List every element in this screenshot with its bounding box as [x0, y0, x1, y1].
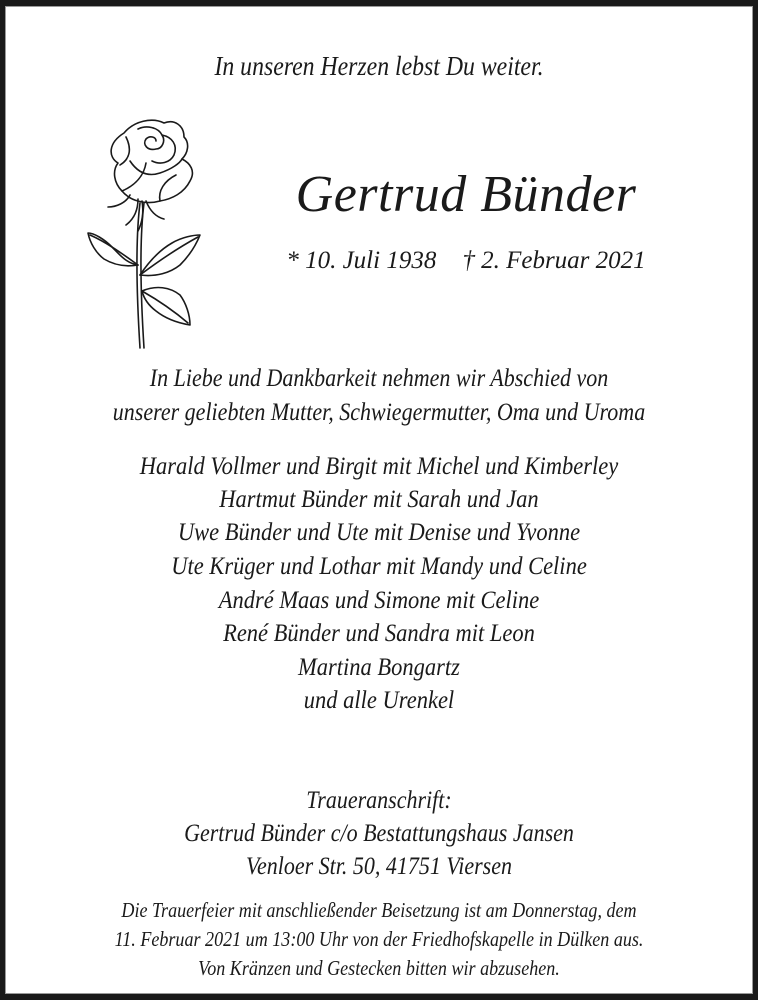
family-member-line: René Bünder und Sandra mit Leon [223, 620, 535, 647]
birth-date: * 10. Juli 1938 [286, 247, 437, 274]
life-dates [186, 247, 746, 275]
funeral-note-line: Die Trauerfeier mit anschließender Beisetzung ist am Donnerstag, dem [121, 898, 637, 922]
funeral-note-line: 11. Februar 2021 um 13:00 Uhr von der Friedhofskapelle in Dülken aus. [114, 927, 644, 951]
family-member-line: Hartmut Bünder mit Sarah und Jan [219, 486, 539, 513]
address-line: Venloer Str. 50, 41751 Viersen [245, 853, 513, 880]
deceased-name: Gertrud Bünder [295, 166, 637, 223]
funeral-note-line: Von Kränzen und Gestecken bitten wir abzusehen. [198, 956, 560, 980]
family-member-line: Ute Krüger und Lothar mit Mandy und Celine [171, 553, 587, 580]
intro-line: unserer geliebten Mutter, Schwiegermutter, Oma und Uroma [112, 399, 646, 426]
rose-icon [86, 115, 226, 350]
family-member-line: Uwe Bünder und Ute mit Denise und Yvonne [177, 519, 581, 546]
family-member-line: André Maas und Simone mit Celine [218, 587, 540, 614]
intro-line: In Liebe und Dankbarkeit nehmen wir Abschied von [149, 365, 609, 392]
obituary-notice [5, 6, 753, 994]
motto: In unseren Herzen lebst Du weiter. [214, 51, 544, 81]
family-member-line: Martina Bongartz [298, 654, 460, 681]
family-member-line: und alle Urenkel [303, 687, 455, 714]
address-line: Gertrud Bünder c/o Bestattungshaus Jansen [184, 820, 574, 847]
address-label: Traueranschrift: [306, 787, 452, 814]
family-member-line: Harald Vollmer und Birgit mit Michel und Kimberley [139, 453, 619, 480]
death-date: † 2. Februar 2021 [462, 247, 646, 274]
